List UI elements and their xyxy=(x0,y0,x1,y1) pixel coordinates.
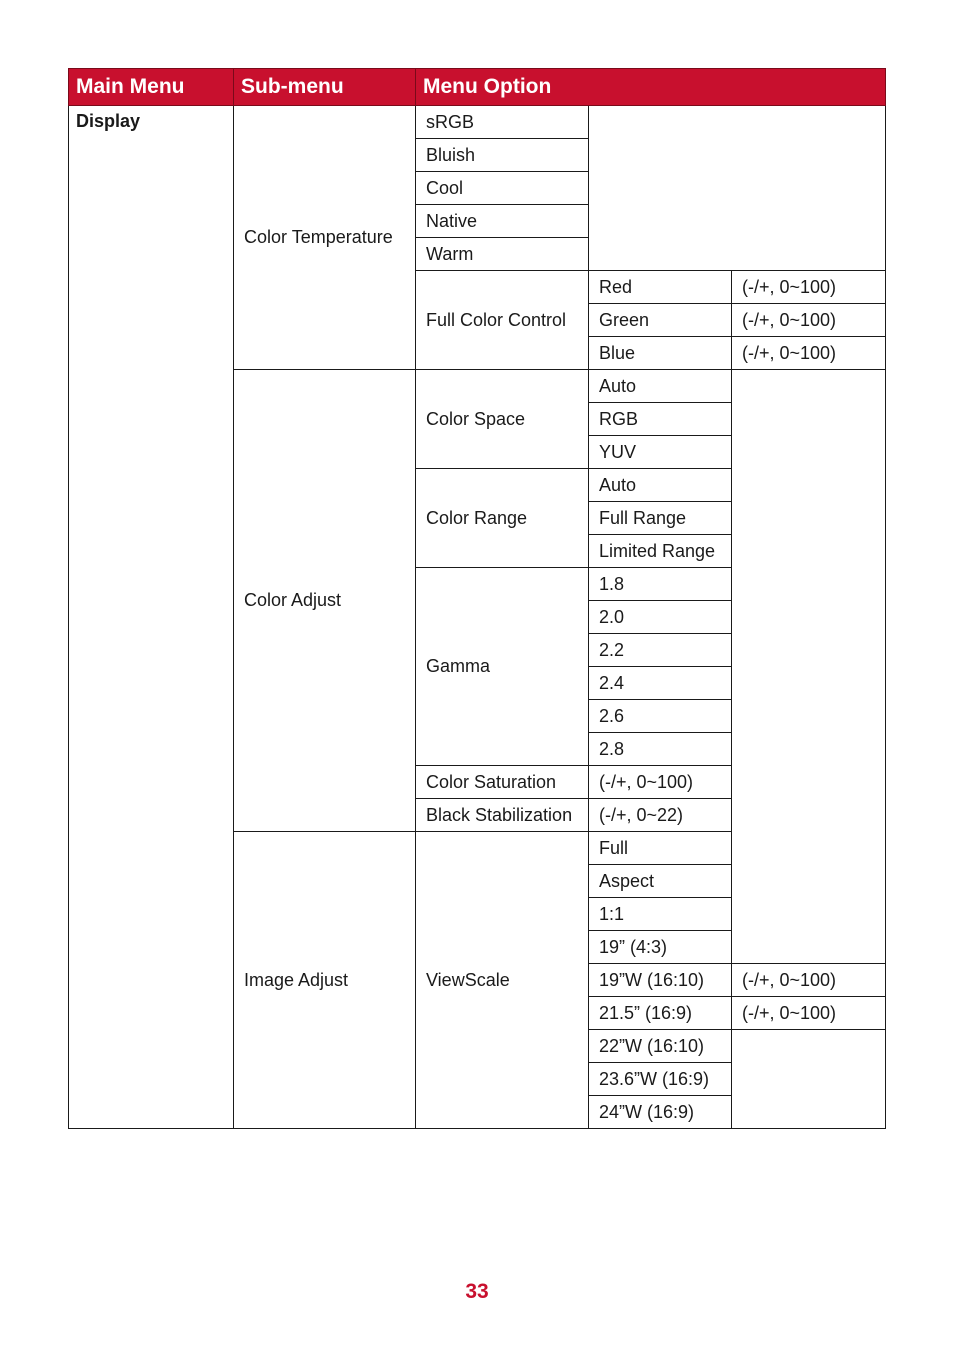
color-range-full: Full Range xyxy=(589,502,732,535)
color-range-limited: Limited Range xyxy=(589,535,732,568)
gamma-value: 2.2 xyxy=(589,634,732,667)
viewscale-option: 1:1 xyxy=(589,898,732,931)
gamma-value: 2.0 xyxy=(589,601,732,634)
header-menu-option: Menu Option xyxy=(416,69,886,106)
viewscale-range: (-/+, 0~100) xyxy=(732,997,886,1030)
submenu-color-adjust: Color Adjust xyxy=(234,370,416,832)
channel-blue: Blue xyxy=(589,337,732,370)
gamma-value: 2.8 xyxy=(589,733,732,766)
option-gamma: Gamma xyxy=(416,568,589,766)
channel-blue-range: (-/+, 0~100) xyxy=(732,337,886,370)
gamma-value: 2.4 xyxy=(589,667,732,700)
option-full-color-control: Full Color Control xyxy=(416,271,589,370)
main-menu-display: Display xyxy=(69,106,234,1129)
channel-red-range: (-/+, 0~100) xyxy=(732,271,886,304)
viewscale-option: 21.5” (16:9) xyxy=(589,997,732,1030)
table-row xyxy=(69,106,886,139)
channel-green: Green xyxy=(589,304,732,337)
color-space-rgb: RGB xyxy=(589,403,732,436)
page-number: 33 xyxy=(465,1280,489,1303)
viewscale-option: 24”W (16:9) xyxy=(589,1096,732,1129)
option-black-stabilization: Black Stabilization xyxy=(416,799,589,832)
table-header-row xyxy=(69,69,886,106)
option-bluish: Bluish xyxy=(416,139,589,172)
channel-green-range: (-/+, 0~100) xyxy=(732,304,886,337)
option-cool: Cool xyxy=(416,172,589,205)
viewscale-option: 19” (4:3) xyxy=(589,931,732,964)
viewscale-option: 19”W (16:10) xyxy=(589,964,732,997)
header-main-menu: Main Menu xyxy=(69,69,234,106)
display-menu-table xyxy=(68,68,886,1129)
color-saturation-range: (-/+, 0~100) xyxy=(589,766,732,799)
option-color-saturation: Color Saturation xyxy=(416,766,589,799)
viewscale-option: Aspect xyxy=(589,865,732,898)
option-warm: Warm xyxy=(416,238,589,271)
viewscale-option: 23.6”W (16:9) xyxy=(589,1063,732,1096)
empty-cell xyxy=(732,1030,886,1129)
black-stabilization-range: (-/+, 0~22) xyxy=(589,799,732,832)
submenu-color-temperature: Color Temperature xyxy=(234,106,416,370)
option-viewscale: ViewScale xyxy=(416,832,589,1129)
channel-red: Red xyxy=(589,271,732,304)
color-space-auto: Auto xyxy=(589,370,732,403)
viewscale-range: (-/+, 0~100) xyxy=(732,964,886,997)
option-color-range: Color Range xyxy=(416,469,589,568)
header-sub-menu: Sub-menu xyxy=(234,69,416,106)
gamma-value: 2.6 xyxy=(589,700,732,733)
empty-cell xyxy=(732,370,886,964)
submenu-image-adjust: Image Adjust xyxy=(234,832,416,1129)
color-space-yuv: YUV xyxy=(589,436,732,469)
viewscale-option: 22”W (16:10) xyxy=(589,1030,732,1063)
gamma-value: 1.8 xyxy=(589,568,732,601)
option-srgb: sRGB xyxy=(416,106,589,139)
option-color-space: Color Space xyxy=(416,370,589,469)
option-native: Native xyxy=(416,205,589,238)
empty-cell xyxy=(589,106,886,271)
color-range-auto: Auto xyxy=(589,469,732,502)
viewscale-option: Full xyxy=(589,832,732,865)
